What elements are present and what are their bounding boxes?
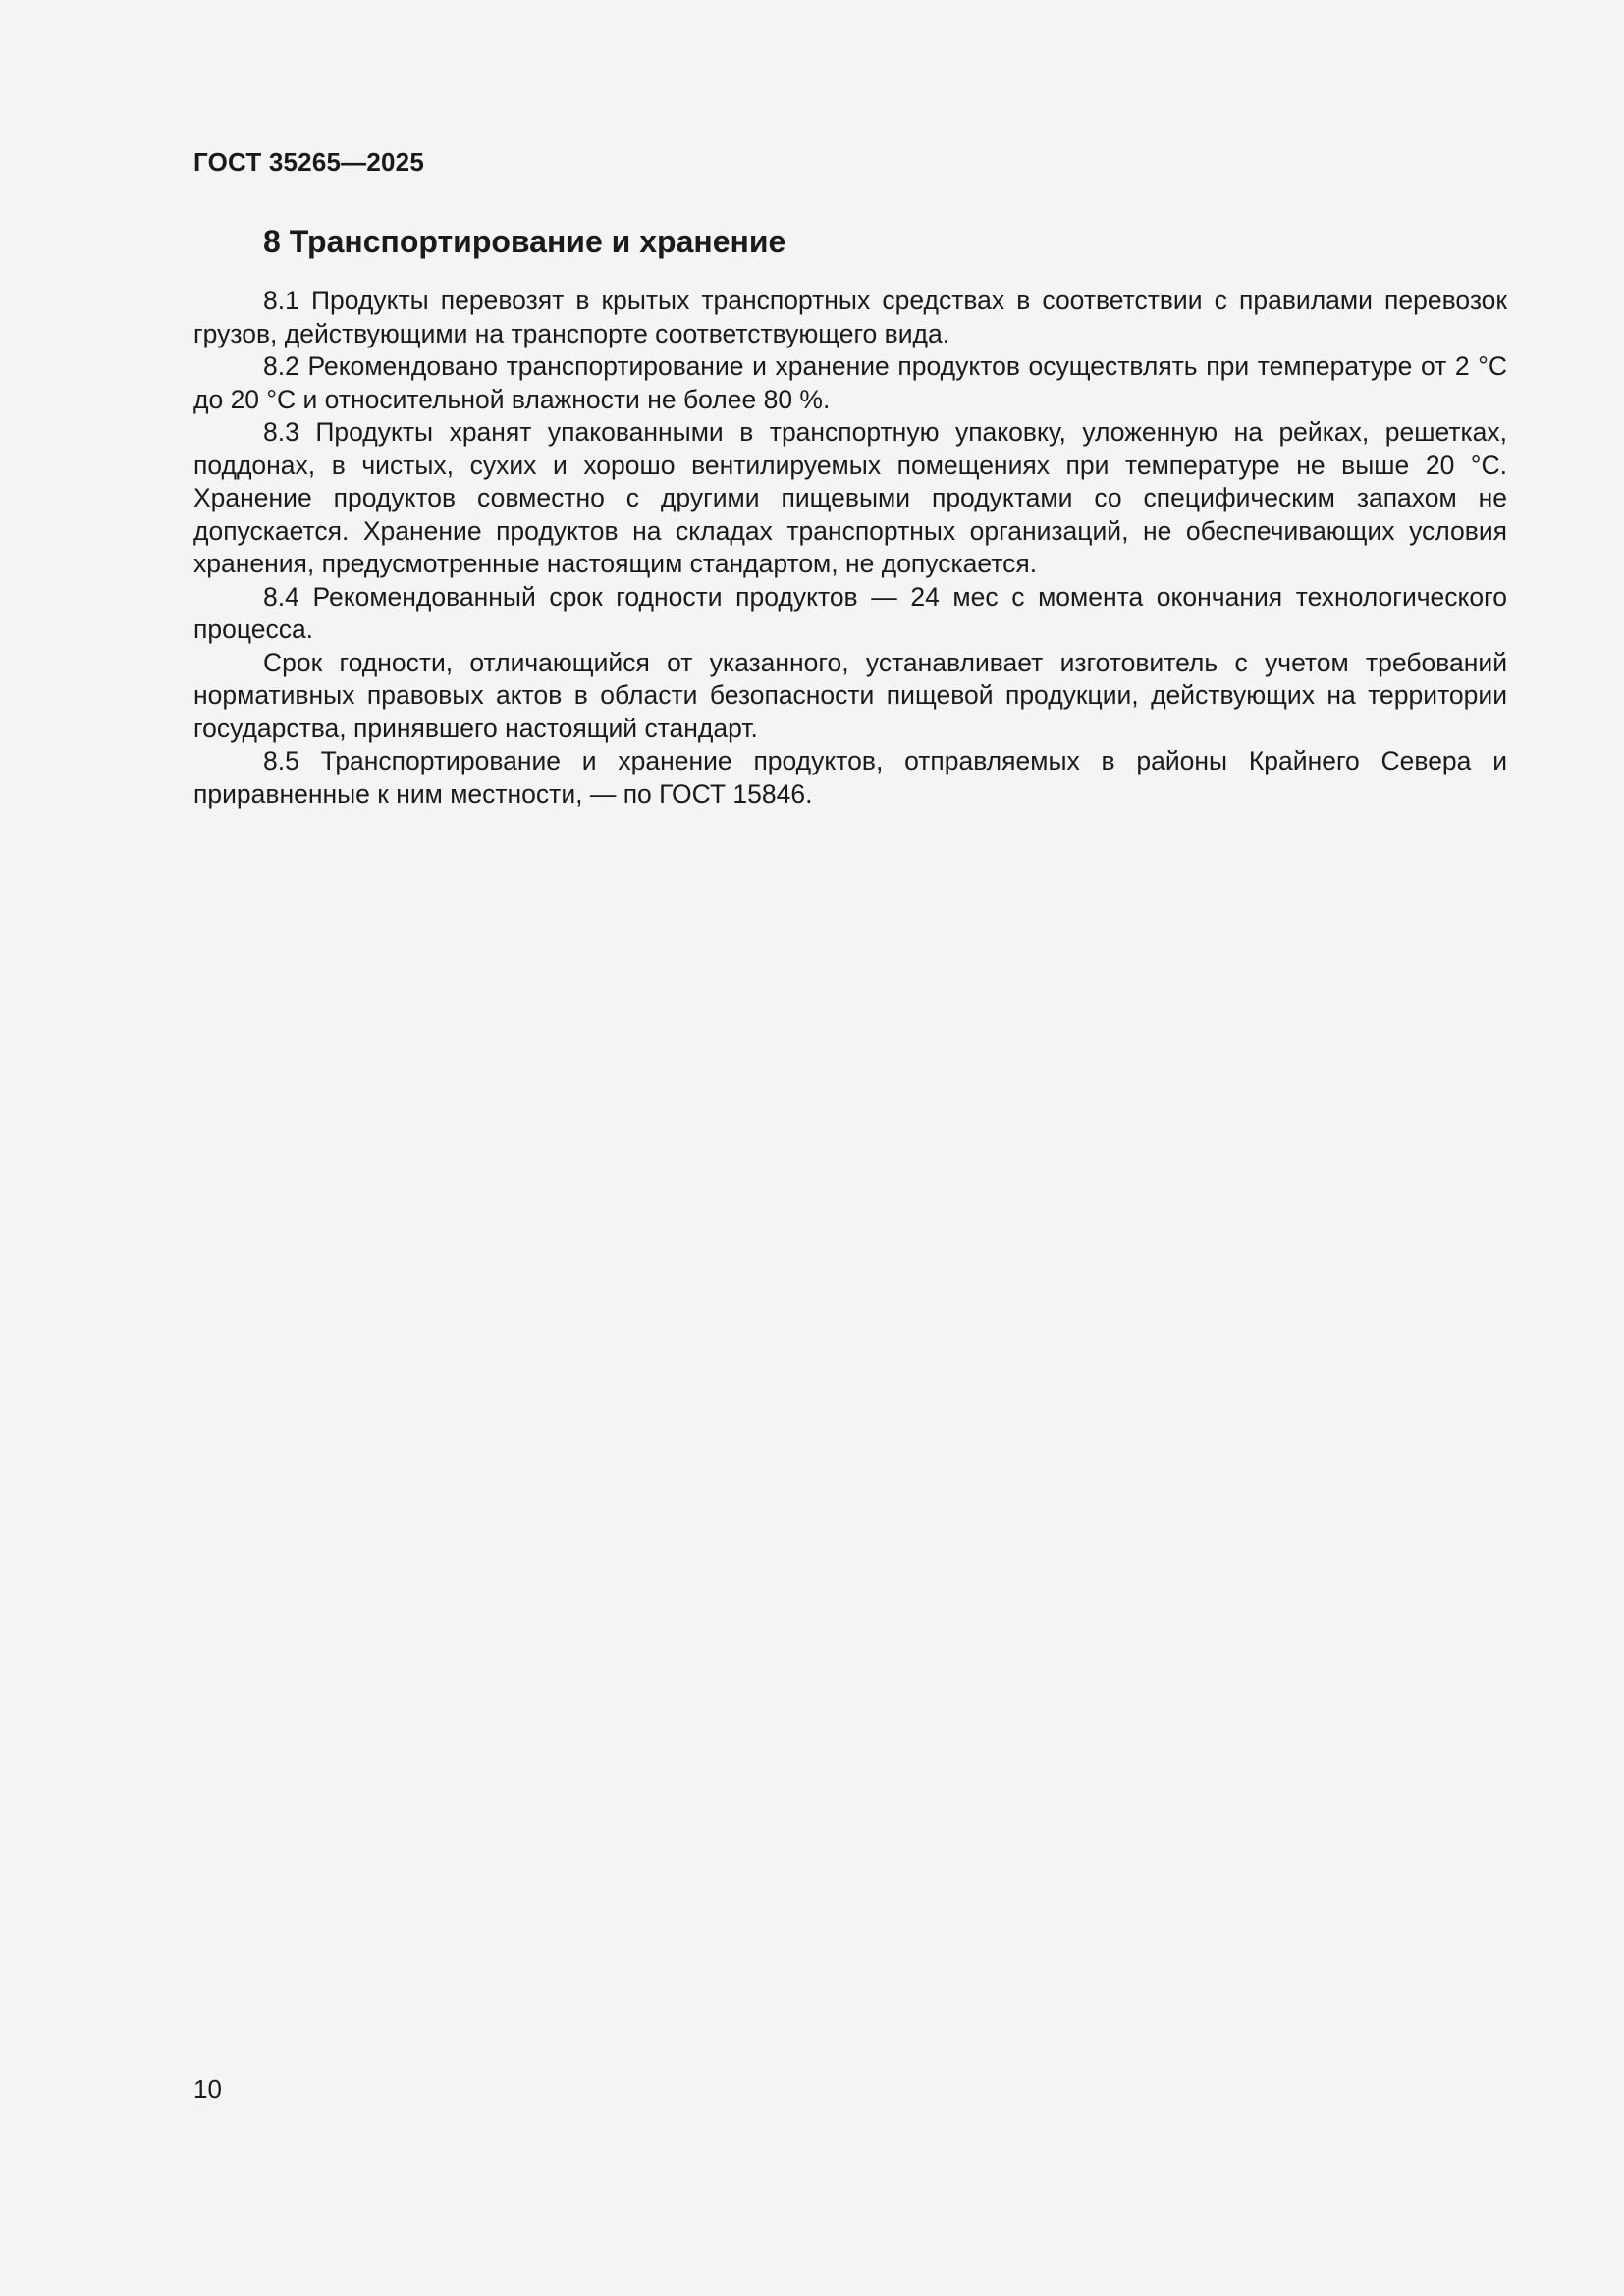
- paragraph-8-2: 8.2 Рекомендовано транспортирование и хранение продуктов осуществлять при температуре от 2 °С до 20 °С и относительной влажности не более 80 %.: [193, 351, 1507, 414]
- section-title: 8 Транспортирование и хранение: [263, 224, 786, 259]
- paragraph-8-3: 8.3 Продукты хранят упакованными в транспортную упаковку, уложенную на рейках, решетках, поддонах, в чистых, сухих и хорошо вентилируемых помещениях при температуре не выше 20 °С. Хранение продуктов совместно с другими пищевыми продуктами со специфическим запахом не допускается. Хранение продуктов на складах транспортных организаций, не обеспечивающих условия хранения, предусмотренные настоящим стандартом, не допускается.: [193, 417, 1507, 578]
- paragraph-8-4: 8.4 Рекомендованный срок годности продуктов — 24 мес с момента окончания технологического процесса.: [193, 581, 1507, 644]
- page-number: 10: [193, 2074, 222, 2104]
- standard-code-header: ГОСТ 35265—2025: [193, 147, 424, 177]
- section-body: [193, 285, 1507, 811]
- paragraph-8-4-shelf-life-note: Срок годности, отличающийся от указанного, устанавливает изготовитель с учетом требований нормативных правовых актов в области безопасности пищевой продукции, действующих на территории государства, принявшего настоящий стандарт.: [193, 647, 1507, 743]
- paragraph-8-5: 8.5 Транспортирование и хранение продуктов, отправляемых в районы Крайнего Севера и приравненные к ним местности, — по ГОСТ 15846.: [193, 746, 1507, 809]
- paragraph-8-1: 8.1 Продукты перевозят в крытых транспортных средствах в соответствии с правилами перевозок грузов, действующими на транспорте соответствующего вида.: [193, 286, 1507, 348]
